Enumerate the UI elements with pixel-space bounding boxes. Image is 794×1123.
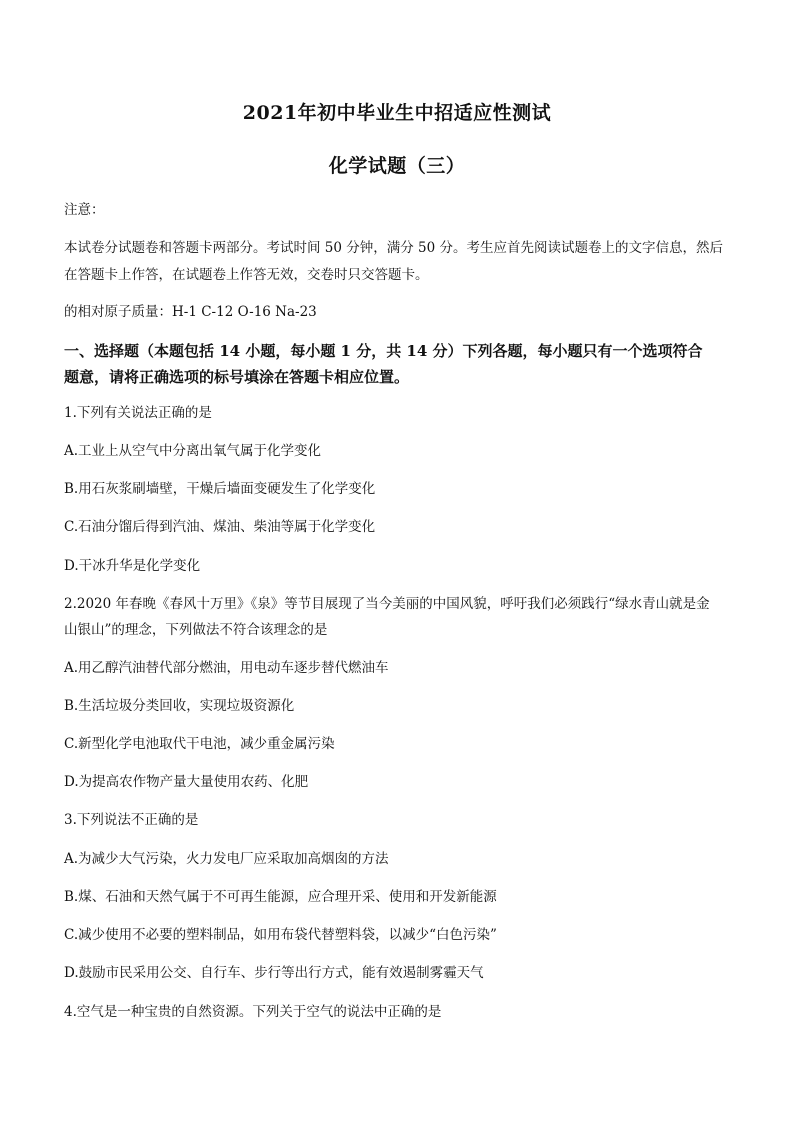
- question-3-option-d: D.鼓励市民采用公交、自行车、步行等出行方式，能有效遏制雾霾天气: [64, 965, 484, 981]
- question-1-option-a: A.工业上从空气中分离出氧气属于化学变化: [64, 443, 322, 459]
- exam-subtitle: 化学试题（三）: [328, 155, 466, 177]
- question-3-option-a: A.为减少大气污染，火力发电厂应采取加高烟囱的方法: [64, 851, 389, 867]
- section-heading-line-2: 题意，请将正确选项的标号填涂在答题卡相应位置。: [64, 368, 410, 386]
- atomic-mass-line: 的相对原子质量：H-1 C-12 O-16 Na-23: [64, 304, 317, 320]
- notes-line-1: 本试卷分试题卷和答题卡两部分。考试时间 50 分钟，满分 50 分。考生应首先阅读试题卷上的文字信息，然后: [64, 240, 724, 256]
- question-2-option-b: B.生活垃圾分类回收，实现垃圾资源化: [64, 698, 295, 714]
- question-2-option-c: C.新型化学电池取代干电池，减少重金属污染: [64, 736, 335, 752]
- question-1-option-c: C.石油分馏后得到汽油、煤油、柴油等属于化学变化: [64, 519, 376, 535]
- question-3-option-c: C.减少使用不必要的塑料制品，如用布袋代替塑料袋，以减少“白色污染”: [64, 927, 497, 943]
- question-2-stem-line-2: 山银山”的理念，下列做法不符合该理念的是: [64, 622, 328, 638]
- question-4-stem: 4.空气是一种宝贵的自然资源。下列关于空气的说法中正确的是: [64, 1004, 442, 1020]
- section-heading-line-1: 一、选择题（本题包括 14 小题，每小题 1 分，共 14 分）下列各题，每小题只有一个选项符合: [64, 342, 703, 360]
- question-3-option-b: B.煤、石油和天然气属于不可再生能源，应合理开采、使用和开发新能源: [64, 889, 497, 905]
- question-2-option-a: A.用乙醇汽油替代部分燃油，用电动车逐步替代燃油车: [64, 660, 389, 676]
- exam-title: 2021年初中毕业生中招适应性测试: [242, 102, 552, 124]
- notes-line-2: 在答题卡上作答，在试题卷上作答无效，交卷时只交答题卡。: [64, 267, 429, 283]
- question-3-stem: 3.下列说法不正确的是: [64, 812, 199, 828]
- notes-label: 注意：: [64, 202, 105, 218]
- question-1-option-b: B.用石灰浆刷墙壁，干燥后墙面变硬发生了化学变化: [64, 481, 376, 497]
- question-1-stem: 1.下列有关说法正确的是: [64, 405, 212, 421]
- question-2-option-d: D.为提高农作物产量大量使用农药、化肥: [64, 774, 309, 790]
- question-2-stem-line-1: 2.2020 年春晚《春风十万里》《泉》等节目展现了当今美丽的中国风貌，呼吁我们必须践行“绿水青山就是金: [64, 596, 710, 612]
- question-1-option-d: D.干冰升华是化学变化: [64, 558, 201, 574]
